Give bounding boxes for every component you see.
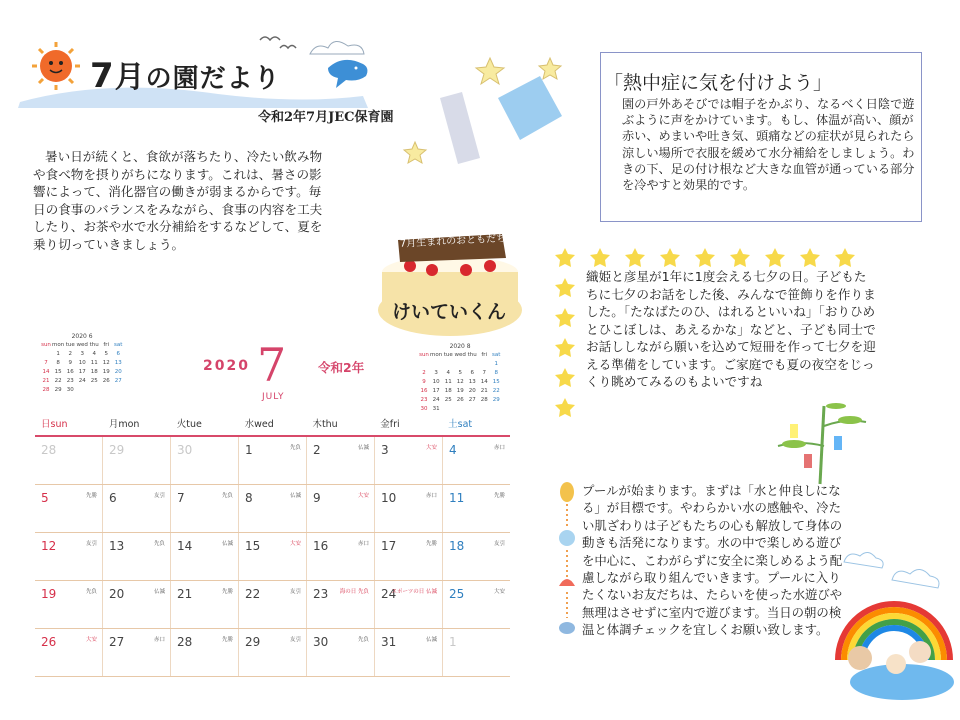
mini-calendar-label: 2020 8: [449, 343, 471, 350]
day-number: 25: [449, 587, 465, 601]
rokuyo-label: 先勝: [425, 541, 437, 547]
calendar-day-cell: [239, 629, 307, 676]
day-number: 22: [245, 587, 261, 601]
day-number: 26: [41, 635, 57, 649]
mini-day: [478, 404, 490, 413]
calendar-week-row: [35, 485, 510, 533]
rokuyo-label: 赤口: [357, 541, 369, 547]
calendar-day-cell: [171, 485, 239, 532]
mini-day: 29: [54, 386, 62, 393]
day-number: 30: [313, 635, 329, 649]
mini-weekday: fri: [103, 341, 110, 348]
calendar-day-cell: [375, 581, 443, 628]
day-number: 30: [177, 443, 193, 457]
weekday-label: 水wed: [244, 419, 274, 430]
weekday-label: 月mon: [108, 419, 140, 430]
mini-day: [112, 385, 124, 394]
day-number: 27: [109, 635, 125, 649]
calendar-week-row: [35, 629, 510, 677]
rokuyo-label: 友引: [85, 541, 97, 547]
day-number: 16: [313, 539, 329, 553]
calendar-day-cell: [171, 629, 239, 676]
day-number: 21: [177, 587, 193, 601]
calendar-day-cell: [443, 533, 510, 580]
mini-day: 14: [480, 378, 488, 385]
mini-day: 23: [66, 377, 74, 384]
day-number: 18: [449, 539, 465, 553]
mini-weekday: fri: [481, 351, 488, 358]
mini-day: 18: [90, 368, 98, 375]
mini-day: 13: [468, 378, 476, 385]
mini-day: 3: [434, 369, 438, 376]
mini-weekday: wed: [454, 351, 466, 358]
day-number: 17: [381, 539, 397, 553]
calendar-day-cell: [307, 581, 375, 628]
mini-day: 20: [468, 387, 476, 394]
calendar-month-english: JULY: [262, 392, 285, 402]
calendar-year: 2020: [203, 358, 250, 374]
mini-day: 27: [114, 377, 122, 384]
mini-day: 29: [492, 396, 500, 403]
mini-day: 21: [42, 377, 50, 384]
mini-calendar-label: 2020 6: [71, 333, 93, 340]
mini-day: 2: [422, 369, 426, 376]
weekday-label: 日sun: [41, 419, 68, 430]
calendar-day-cell: [307, 437, 375, 484]
mini-weekday: sat: [114, 341, 123, 348]
mini-day: 11: [90, 359, 98, 366]
day-number: 2: [313, 443, 321, 457]
summer-paragraph: 暑い日が続くと、食欲が落ちたり、冷たい飲み物や食べ物を摂りがちになります。これは、暑さの影響によって、消化器官の働きが弱まるからです。毎日の食事のバランスをみながら、食事の内容を工夫したり、お茶や水で水分補給をするなどして、夏を乗り切っていきましょう。: [33, 149, 323, 252]
mini-day: 15: [492, 378, 500, 385]
rokuyo-label: 大安: [493, 589, 505, 595]
day-number: 28: [41, 443, 57, 457]
rokuyo-label: 仏滅: [153, 589, 165, 595]
weekday-label: 土sat: [448, 419, 473, 430]
mini-day: 2: [68, 350, 72, 357]
day-number: 28: [177, 635, 193, 649]
sea-creature-border: [555, 478, 581, 658]
mini-day: 24: [432, 396, 440, 403]
heatstroke-title: 「熱中症に気を付けよう」: [604, 72, 833, 94]
rokuyo-label: 先勝: [85, 493, 97, 499]
mini-day: 18: [444, 387, 452, 394]
mini-day: [418, 359, 430, 368]
mini-day: 22: [492, 387, 500, 394]
mini-day: [466, 404, 478, 413]
mini-day: [454, 359, 466, 368]
calendar-day-cell: [103, 485, 171, 532]
mini-day: 14: [42, 368, 50, 375]
mini-day: 17: [78, 368, 86, 375]
calendar-day-cell: [443, 485, 510, 532]
mini-weekday: sun: [41, 341, 51, 348]
mini-day: 6: [116, 350, 120, 357]
mini-day: 9: [422, 378, 426, 385]
calendar-day-cell: [307, 629, 375, 676]
rokuyo-label: 先負: [357, 637, 369, 643]
day-number: 20: [109, 587, 125, 601]
calendar-day-cell: [375, 485, 443, 532]
calendar-day-cell: [35, 437, 103, 484]
day-number: 1: [245, 443, 253, 457]
day-number: 13: [109, 539, 125, 553]
calendar-day-cell: [103, 629, 171, 676]
mini-day: 21: [480, 387, 488, 394]
calendar-day-cell: [171, 533, 239, 580]
pool-rainbow-illustration: [830, 540, 955, 710]
mini-day: [442, 359, 454, 368]
mini-day: 16: [420, 387, 428, 394]
birthday-plate-label: 7月生まれのおともだち: [399, 233, 507, 250]
calendar-day-cell: [35, 485, 103, 532]
calendar-day-cell: [443, 629, 510, 676]
mini-day: 30: [66, 386, 74, 393]
mini-day: 15: [54, 368, 62, 375]
mini-weekday: mon: [430, 351, 443, 358]
mini-day: 1: [56, 350, 60, 357]
rokuyo-label: 友引: [289, 637, 301, 643]
mini-day: [478, 359, 490, 368]
rokuyo-label: 友引: [493, 541, 505, 547]
mini-day: 23: [420, 396, 428, 403]
mini-day: 28: [480, 396, 488, 403]
heatstroke-paragraph: 園の戸外あそびでは帽子をかぶり、なるべく日陰で遊ぶように声をかけています。もし、体温が高い、顔が赤い、めまいや吐き気、頭痛などの症状が見られたら涼しい場所で衣服を緩めて水分補給をしましょう。わきの下、足の付け根など大きな血管が通っている部分を冷やすと効果的です。: [622, 97, 915, 193]
rokuyo-label: 赤口: [425, 493, 437, 499]
weekday-label: 金fri: [380, 419, 400, 430]
rokuyo-label: 先負: [153, 541, 165, 547]
calendar-week-row: [35, 437, 510, 485]
mini-day: 6: [470, 369, 474, 376]
cloud-icon: [844, 552, 939, 588]
calendar-day-cell: [307, 485, 375, 532]
calendar-week-row: [35, 581, 510, 629]
mini-day: 28: [42, 386, 50, 393]
weekday-label: 火tue: [176, 419, 202, 430]
calendar-week-row: [35, 533, 510, 581]
calendar-day-cell: [375, 533, 443, 580]
weekday-label: 木thu: [312, 419, 338, 430]
dolphin-icon: [328, 60, 367, 88]
day-number: 9: [313, 491, 321, 505]
bamboo-icon: [770, 396, 870, 486]
mini-day: 7: [44, 359, 48, 366]
day-number: 24: [381, 587, 397, 601]
rokuyo-label: 先負: [85, 589, 97, 595]
mini-day: 12: [102, 359, 110, 366]
calendar-day-cell: [103, 437, 171, 484]
rokuyo-label: 先負: [289, 445, 301, 451]
day-number: 11: [449, 491, 465, 505]
mini-weekday: tue: [443, 351, 453, 358]
mini-day: 25: [444, 396, 452, 403]
sun-icon: [32, 42, 80, 90]
month-calendar: [35, 415, 510, 677]
rokuyo-label: 友引: [153, 493, 165, 499]
day-number: 29: [245, 635, 261, 649]
mini-day: [100, 385, 112, 394]
calendar-day-cell: [103, 581, 171, 628]
mini-day: [430, 359, 442, 368]
mini-day: 5: [458, 369, 462, 376]
rokuyo-label: 仏滅: [425, 637, 437, 643]
day-number: 3: [381, 443, 389, 457]
rokuyo-label: 先負: [221, 493, 233, 499]
day-number: 15: [245, 539, 261, 553]
mini-weekday: sat: [492, 351, 501, 358]
mini-day: 5: [104, 350, 108, 357]
mini-day: 26: [456, 396, 464, 403]
calendar-day-cell: [239, 437, 307, 484]
rokuyo-label: 赤口: [153, 637, 165, 643]
mini-day: 7: [482, 369, 486, 376]
day-number: 12: [41, 539, 57, 553]
mini-day: 9: [68, 359, 72, 366]
mini-day: [40, 349, 52, 358]
rokuyo-label: 先勝: [221, 589, 233, 595]
day-number: 29: [109, 443, 125, 457]
rokuyo-label: 海の日 先負: [339, 589, 369, 595]
mini-day: 17: [432, 387, 440, 394]
mini-day: [88, 385, 100, 394]
mini-day: 1: [494, 360, 498, 367]
calendar-weekday-header: [35, 415, 510, 437]
rokuyo-label: 大安: [425, 445, 437, 451]
calendar-reiwa: 令和2年: [318, 360, 365, 375]
mini-day: [490, 404, 502, 413]
calendar-day-cell: [443, 437, 510, 484]
calendar-day-cell: [443, 581, 510, 628]
page-title: 7月の園だより: [90, 56, 281, 96]
rokuyo-label: スポーツの日 仏滅: [391, 589, 437, 595]
mini-day: 4: [446, 369, 450, 376]
page-subtitle: 令和2年7月JEC保育園: [258, 110, 394, 125]
mini-day: 10: [78, 359, 86, 366]
mini-calendar-june: [40, 333, 124, 394]
mini-day: 31: [432, 405, 440, 412]
mini-day: 20: [114, 368, 122, 375]
day-number: 1: [449, 635, 457, 649]
rokuyo-label: 赤口: [493, 445, 505, 451]
rokuyo-label: 仏滅: [289, 493, 301, 499]
calendar-day-cell: [307, 533, 375, 580]
mini-day: 19: [102, 368, 110, 375]
day-number: 8: [245, 491, 253, 505]
rokuyo-label: 大安: [357, 493, 369, 499]
mini-day: 4: [92, 350, 96, 357]
mini-day: 27: [468, 396, 476, 403]
mini-weekday: wed: [76, 341, 88, 348]
day-number: 19: [41, 587, 57, 601]
mini-day: [442, 404, 454, 413]
day-number: 23: [313, 587, 329, 601]
mini-weekday: thu: [467, 351, 477, 358]
mini-weekday: thu: [89, 341, 99, 348]
mini-day: 30: [420, 405, 428, 412]
mini-day: 12: [456, 378, 464, 385]
mini-day: 3: [80, 350, 84, 357]
mini-weekday: mon: [52, 341, 65, 348]
birthday-child-name: けいていくん: [391, 300, 506, 323]
calendar-day-cell: [171, 437, 239, 484]
mini-day: [76, 385, 88, 394]
tanzaku-decoration: [400, 50, 590, 180]
calendar-day-cell: [375, 437, 443, 484]
calendar-day-cell: [239, 533, 307, 580]
calendar-day-cell: [103, 533, 171, 580]
day-number: 4: [449, 443, 457, 457]
mini-day: 22: [54, 377, 62, 384]
mini-day: 13: [114, 359, 122, 366]
calendar-day-cell: [171, 581, 239, 628]
mini-day: 26: [102, 377, 110, 384]
mini-day: 10: [432, 378, 440, 385]
mini-day: 11: [444, 378, 452, 385]
calendar-day-cell: [35, 629, 103, 676]
calendar-day-cell: [35, 581, 103, 628]
day-number: 31: [381, 635, 397, 649]
calendar-day-cell: [375, 629, 443, 676]
mini-day: [454, 404, 466, 413]
mini-day: 8: [494, 369, 498, 376]
rokuyo-label: 先勝: [493, 493, 505, 499]
mini-day: 19: [456, 387, 464, 394]
calendar-day-cell: [239, 485, 307, 532]
mini-weekday: tue: [65, 341, 75, 348]
day-number: 10: [381, 491, 397, 505]
rokuyo-label: 友引: [289, 589, 301, 595]
mini-day: 24: [78, 377, 86, 384]
mini-day: [466, 359, 478, 368]
pool-paragraph: プールが始まります。まずは「水と仲良しになる」が目標です。やわらかい水の感触や、冷たい肌ざわりは子どもたちの心も解放して身体の動きも活発になります。水の中で楽しめる遊びを中心に、こわがらずに安全に楽しめるよう配慮しながら取り組んでいきます。プールに入りたくないお友だちは、たらいを使った水遊びや無理はさせずに室内で遊びます。当日の朝の検温と体調チェックを宜しくお願い致します。: [582, 483, 843, 638]
calendar-day-cell: [35, 533, 103, 580]
mini-day: 8: [56, 359, 60, 366]
calendar-day-cell: [239, 581, 307, 628]
mini-weekday: sun: [419, 351, 429, 358]
rokuyo-label: 仏滅: [221, 541, 233, 547]
day-number: 14: [177, 539, 193, 553]
calendar-month: 7: [257, 338, 287, 392]
mini-calendar-august: [418, 343, 502, 413]
day-number: 5: [41, 491, 49, 505]
rokuyo-label: 先勝: [221, 637, 233, 643]
rokuyo-label: 仏滅: [357, 445, 369, 451]
tanabata-paragraph: 織姫と彦星が1年に1度会える七夕の日。子どもたちに七夕のお話をした後、みんなで笹飾りを作りました。「たなばたのひ、はれるといいね」「おりひめとひこぼしは、あえるかな」などと、子ども同士でお話ししながら願いを込めて短冊を作って七夕を迎える準備をしています。ご家庭でも夏の夜空をじっくり眺めてみるのもよいですね: [586, 269, 876, 389]
mini-day: 16: [66, 368, 74, 375]
rokuyo-label: 大安: [289, 541, 301, 547]
day-number: 6: [109, 491, 117, 505]
day-number: 7: [177, 491, 185, 505]
mini-day: 25: [90, 377, 98, 384]
rokuyo-label: 大安: [85, 637, 97, 643]
